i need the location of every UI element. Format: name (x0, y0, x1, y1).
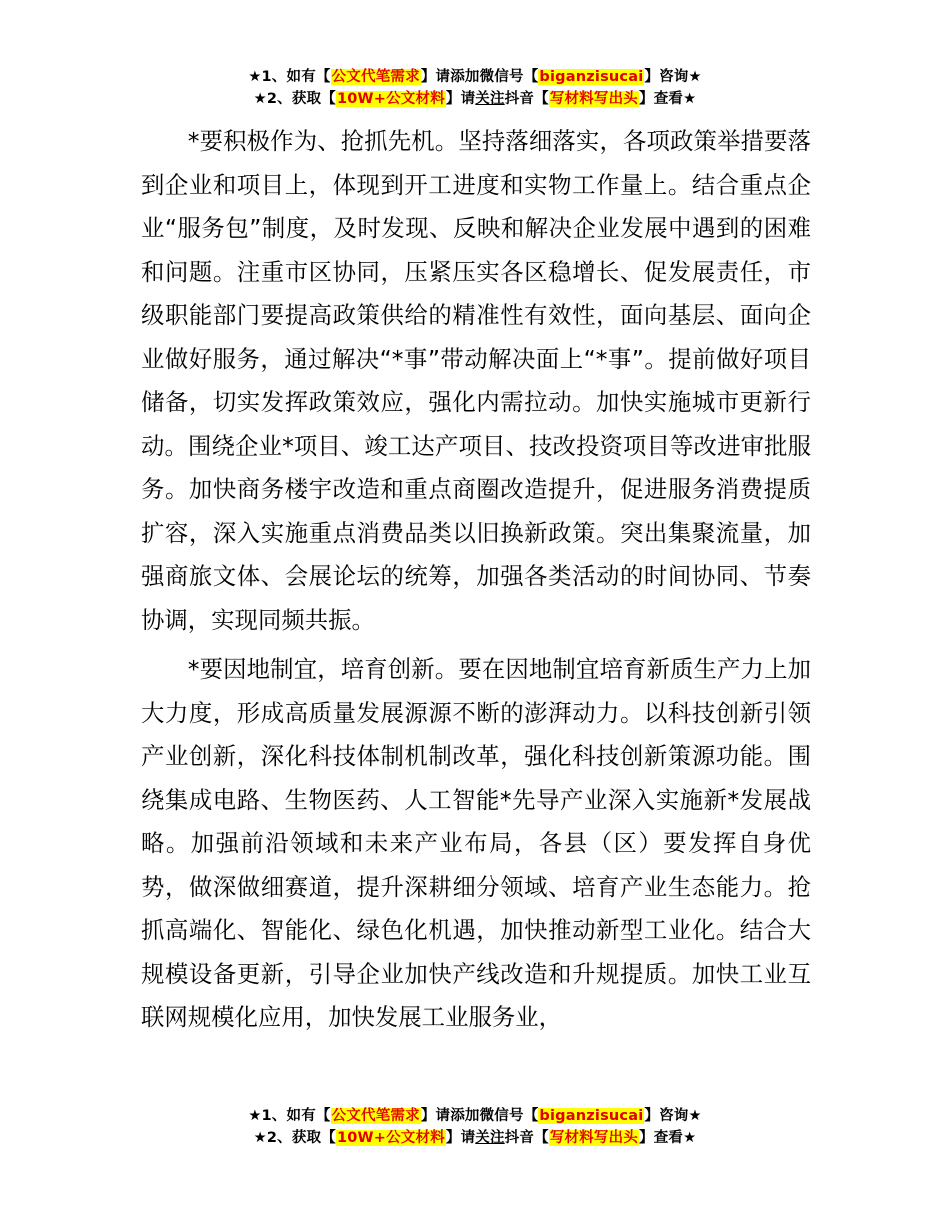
highlight-materials: 10W+公文材料 (336, 91, 445, 107)
footer-banner (0, 1105, 950, 1149)
document-body (141, 120, 811, 1040)
body-paragraph-2: *要因地制宜，培育创新。要在因地制宜培育新质生产力上加大力度，形成高质量发展源源不断的澎湃动力。以科技创新引领产业创新，深化科技体制机制改革，强化科技创新策源功能。围绕集成电路、生物医药、人工智能*先导产业深入实施新*发展战略。加强前沿领域和未来产业布局，各县（区）要发挥自身优势，做深做细赛道，提升深耕细分领域、培育产业生态能力。抢抓高端化、智能化、绿色化机遇，加快推动新型工业化。结合大规模设备更新，引导企业加快产线改造和升规提质。加快工业互联网规模化应用，加快发展工业服务业， (141, 655, 811, 1031)
highlight-wechat-id: biganzisucai (539, 1108, 644, 1124)
footer-banner-line-2: ★2、获取【10W+公文材料】请关注抖音【写材料写出头】查看★ (253, 1130, 697, 1146)
highlight-materials: 10W+公文材料 (336, 1130, 445, 1146)
body-paragraph-1: *要积极作为、抢抓先机。坚持落细落实，各项政策举措要落到企业和项目上，体现到开工进度和实物工作量上。结合重点企业“服务包”制度，及时发现、反映和解决企业发展中遇到的困难和问题。注重市区协同，压紧压实各区稳增长、促发展责任，市级职能部门要提高政策供给的精准性有效性，面向基层、面向企业做好服务，通过解决“*事”带动解决面上“*事”。提前做好项目储备，切实发挥政策效应，强化内需拉动。加快实施城市更新行动。围绕企业*项目、竣工达产项目、技改投资项目等改进审批服务。加快商务楼宇改造和重点商圈改造提升，促进服务消费提质扩容，深入实施重点消费品类以旧换新政策。突出集聚流量，加强商旅文体、会展论坛的统筹，加强各类活动的时间协同、节奏协调，实现同频共振。 (141, 127, 811, 634)
highlight-wechat-id: biganzisucai (539, 69, 644, 85)
highlight-douyin-account: 写材料写出头 (549, 91, 639, 107)
header-banner-line-2: ★2、获取【10W+公文材料】请关注抖音【写材料写出头】查看★ (253, 91, 697, 107)
underlined-follow: 关注 (475, 1130, 505, 1146)
header-banner-line-1: ★1、如有【公文代笔需求】请添加微信号【biganzisucai】咨询★ (248, 69, 702, 85)
highlight-service: 公文代笔需求 (331, 1108, 420, 1124)
header-banner (0, 66, 950, 110)
highlight-douyin-account: 写材料写出头 (549, 1130, 639, 1146)
footer-banner-line-1: ★1、如有【公文代笔需求】请添加微信号【biganzisucai】咨询★ (248, 1108, 702, 1124)
highlight-service: 公文代笔需求 (331, 69, 420, 85)
underlined-follow: 关注 (475, 91, 505, 107)
